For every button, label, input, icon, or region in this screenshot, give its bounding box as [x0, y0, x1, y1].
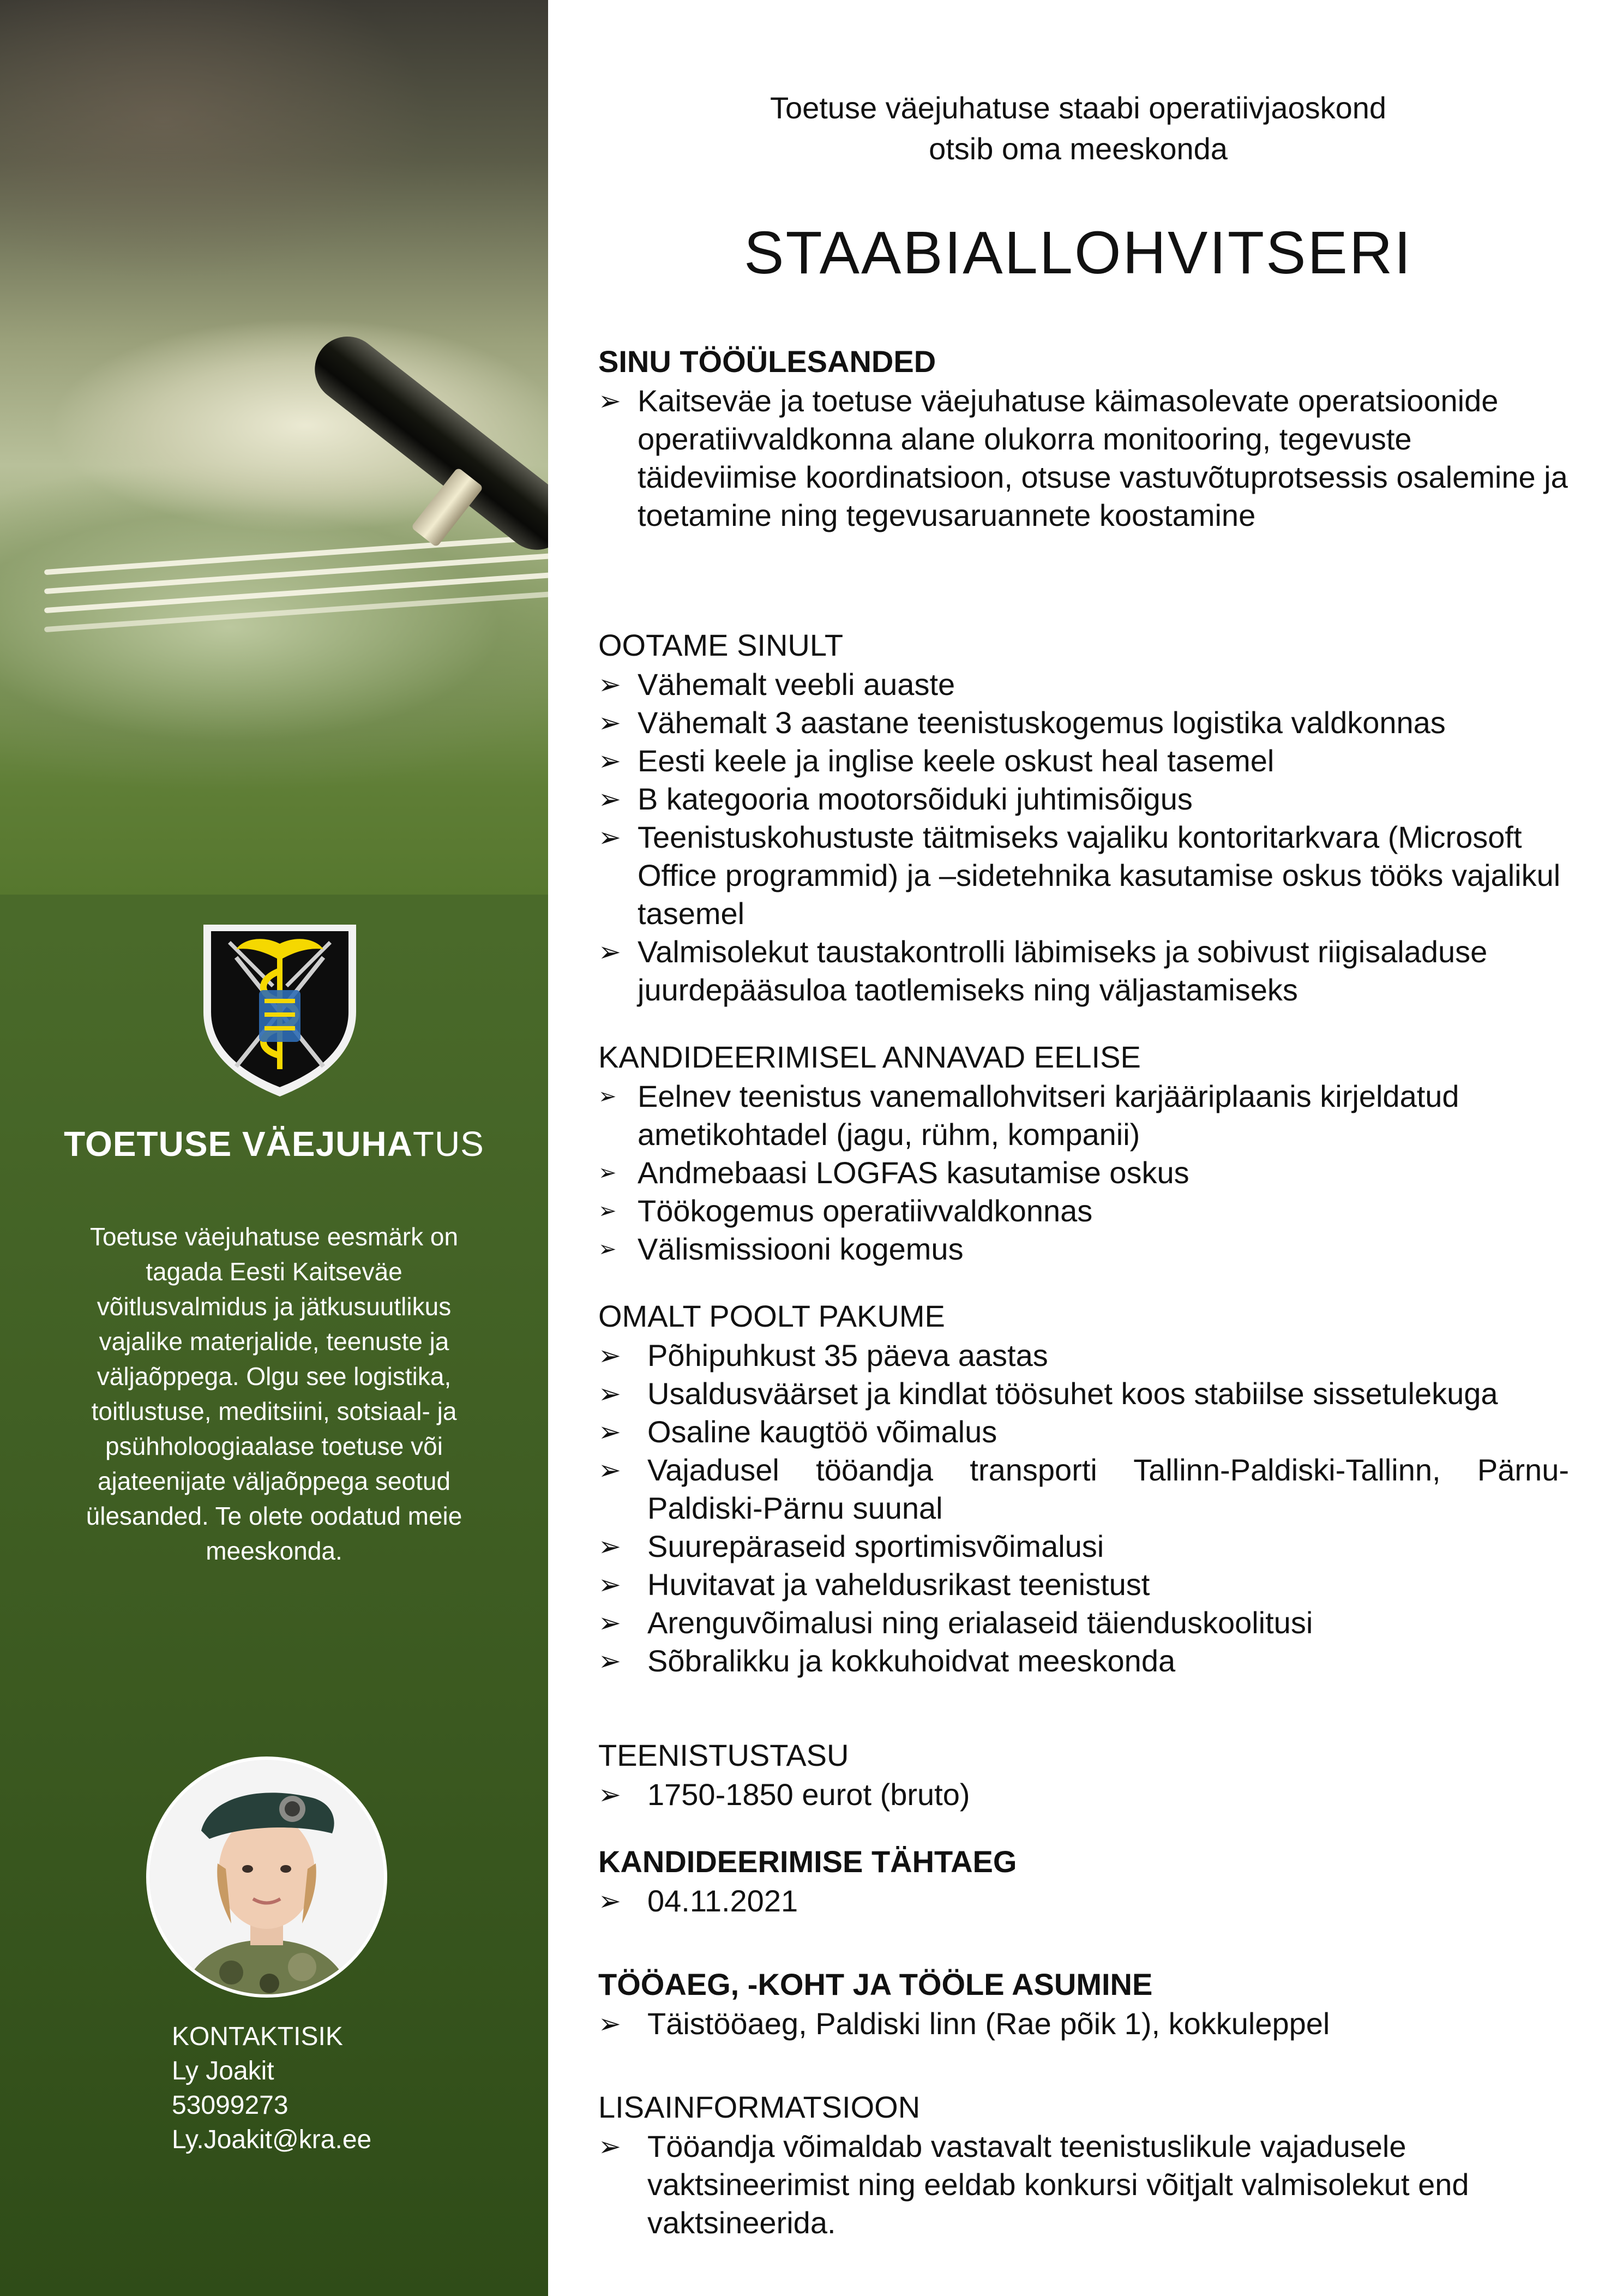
org-title-rest: TUS [412, 1124, 484, 1164]
list-item: ➢ Põhipuhkust 35 päeva aastas [598, 1336, 1569, 1375]
list-item: ➢ Vähemalt veebli auaste [598, 666, 1569, 704]
avatar-portrait-icon [149, 1760, 384, 1994]
list-item: ➢ B kategooria mootorsõiduki juhtimisõigus [598, 780, 1569, 818]
section-tasks [598, 341, 1569, 535]
section-salary [598, 1735, 1569, 1814]
arrow-bullet-icon: ➢ [598, 1886, 621, 1916]
list-item: ➢ Eelnev teenistus vanemallohvitseri karjääriplaanis kirjeldatud ametikohtadel (jagu, rühm, kompanii) [598, 1077, 1569, 1154]
arrow-bullet-icon: ➢ [598, 2009, 621, 2039]
notebook-page-edge [44, 590, 548, 632]
section-worktime [598, 1964, 1569, 2043]
support-command-emblem-icon [198, 919, 362, 1099]
arrow-bullet-icon: ➢ [598, 1608, 621, 1638]
section-heading: SINU TÖÖÜLESANDED [598, 344, 936, 379]
list-item: ➢ Vähemalt 3 aastane teenistuskogemus logistika valdkonnas [598, 704, 1569, 742]
contact-label: KONTAKTISIK [172, 2022, 343, 2051]
arrow-bullet-icon: ➢ [598, 2131, 621, 2162]
arrow-bullet-icon: ➢ [598, 1569, 621, 1600]
list-item: ➢ Kaitseväe ja toetuse väejuhatuse käimasolevate operatsioonide operatiivvaldkonna alane olukorra monitooring, tegevuste täideviimise koordinatsioon, otsuse vastuvõtuprotsessis osalemine ja toetamine ning tegevusaruannete koostamine [598, 382, 1569, 535]
notebook-page-edge [44, 571, 548, 613]
list-item: ➢ Täistööaeg, Paldiski linn (Rae põik 1), kokkuleppel [598, 2005, 1569, 2043]
list-item: ➢ Usaldusväärset ja kindlat töösuhet koos stabiilse sissetulekuga [598, 1375, 1569, 1413]
org-title [0, 1124, 548, 1164]
arrow-bullet-icon: ➢ [598, 937, 621, 967]
list-item: ➢ Teenistuskohustuste täitmiseks vajaliku kontoritarkvara (Microsoft Office programmid) ja –sidetehnika kasutamise oskus tööks vajalikul tasemel [598, 818, 1569, 933]
bullet-list [598, 1776, 1569, 1814]
org-description: Toetuse väejuhatuse eesmärk on tagada Eesti Kaitseväe võitlusvalmidus ja jätkusuutlikus vajalike materjalide, teenuste ja väljaõppega. Olgu see logistika, toitlustuse, meditsiini, sotsiaal- ja psühholoogiaalase toetuse või ajateenijate väljaõppega seotud ülesanded. Te olete oodatud meie meeskonda. [86, 1222, 462, 1565]
section-heading: LISAINFORMATSIOON [598, 2090, 921, 2124]
list-item: ➢ Osaline kaugtöö võimalus [598, 1413, 1569, 1451]
org-title-bold: TOETUSE VÄEJUHA [64, 1124, 413, 1164]
section-heading: KANDIDEERIMISEL ANNAVAD EELISE [598, 1040, 1141, 1074]
list-item: ➢ Tööandja võimaldab vastavalt teenistuslikule vajadusele vaktsineerimist ning eeldab konkursi võitjalt valmisolekut end vaktsineerida. [598, 2127, 1569, 2242]
arrow-bullet-icon: ➢ [598, 1237, 617, 1261]
arrow-bullet-icon: ➢ [598, 784, 621, 814]
arrow-bullet-icon: ➢ [598, 386, 621, 416]
section-expect [598, 625, 1569, 1009]
section-heading: OOTAME SINULT [598, 628, 844, 662]
arrow-bullet-icon: ➢ [598, 1417, 621, 1447]
section-heading: TEENISTUSTASU [598, 1738, 849, 1772]
contact-block [172, 2019, 371, 2157]
bullet-list [598, 1336, 1569, 1680]
arrow-bullet-icon: ➢ [598, 822, 621, 853]
contact-avatar [146, 1757, 387, 1998]
list-item: ➢ Valmisolekut taustakontrolli läbimiseks ja sobivust riigisaladuse juurdepääsuloa taotlemiseks ning väljastamiseks [598, 933, 1569, 1009]
arrow-bullet-icon: ➢ [598, 746, 621, 776]
arrow-bullet-icon: ➢ [598, 1531, 621, 1562]
arrow-bullet-icon: ➢ [598, 708, 621, 738]
arrow-bullet-icon: ➢ [598, 1378, 621, 1409]
bullet-list [598, 666, 1569, 1009]
arrow-bullet-icon: ➢ [598, 1646, 621, 1676]
contact-phone: 53099273 [172, 2091, 288, 2120]
notebook-page-edge [44, 532, 548, 575]
list-item: ➢ Eesti keele ja inglise keele oskust heal tasemel [598, 742, 1569, 780]
list-item: ➢ Vajadusel tööandja transporti Tallinn-Paldiski-Tallinn, Pärnu-Paldiski-Pärnu suunal [598, 1451, 1569, 1527]
list-item: ➢ Suurepäraseid sportimisvõimalusi [598, 1527, 1569, 1566]
section-offer [598, 1296, 1569, 1680]
list-item: ➢ Arenguvõimalusi ning erialaseid täienduskoolitusi [598, 1604, 1569, 1642]
bullet-list [598, 1077, 1569, 1268]
section-heading: KANDIDEERIMISE TÄHTAEG [598, 1844, 1017, 1879]
intro [598, 87, 1558, 169]
list-item: ➢ Huvitavat ja vaheldusrikast teenistust [598, 1566, 1569, 1604]
intro-line-2: otsib oma meeskonda [929, 131, 1228, 166]
section-deadline [598, 1841, 1569, 1920]
arrow-bullet-icon: ➢ [598, 1084, 617, 1108]
arrow-bullet-icon: ➢ [598, 1340, 621, 1371]
section-heading: OMALT POOLT PAKUME [598, 1299, 945, 1333]
list-item: ➢ Andmebaasi LOGFAS kasutamise oskus [598, 1154, 1569, 1192]
notebook-page-edge [44, 551, 548, 594]
section-advantage [598, 1036, 1569, 1268]
section-extra [598, 2087, 1569, 2242]
list-item: ➢ Välismissiooni kogemus [598, 1230, 1569, 1268]
job-title: STAABIALLOHVITSERI [744, 219, 1412, 286]
list-item: ➢ Sõbralikku ja kokkuhoidvat meeskonda [598, 1642, 1569, 1680]
arrow-bullet-icon: ➢ [598, 1161, 617, 1185]
section-heading: TÖÖAEG, -KOHT JA TÖÖLE ASUMINE [598, 1967, 1153, 2001]
arrow-bullet-icon: ➢ [598, 1779, 621, 1810]
list-item: ➢ 04.11.2021 [598, 1882, 1569, 1920]
bullet-list [598, 2127, 1569, 2242]
intro-line-1: Toetuse väejuhatuse staabi operatiivjaoskond [770, 91, 1387, 125]
contact-email: Ly.Joakit@kra.ee [172, 2125, 372, 2154]
list-item: ➢ 1750-1850 eurot (bruto) [598, 1776, 1569, 1814]
bullet-list [598, 382, 1569, 535]
list-item: ➢ Töökogemus operatiivvaldkonnas [598, 1192, 1569, 1230]
arrow-bullet-icon: ➢ [598, 1455, 621, 1485]
arrow-bullet-icon: ➢ [598, 669, 621, 700]
arrow-bullet-icon: ➢ [598, 1199, 617, 1223]
sidebar [0, 0, 548, 2296]
bullet-list [598, 1882, 1569, 1920]
notebook-pen-photo [0, 0, 548, 895]
contact-name: Ly Joakit [172, 2057, 274, 2085]
bullet-list [598, 2005, 1569, 2043]
